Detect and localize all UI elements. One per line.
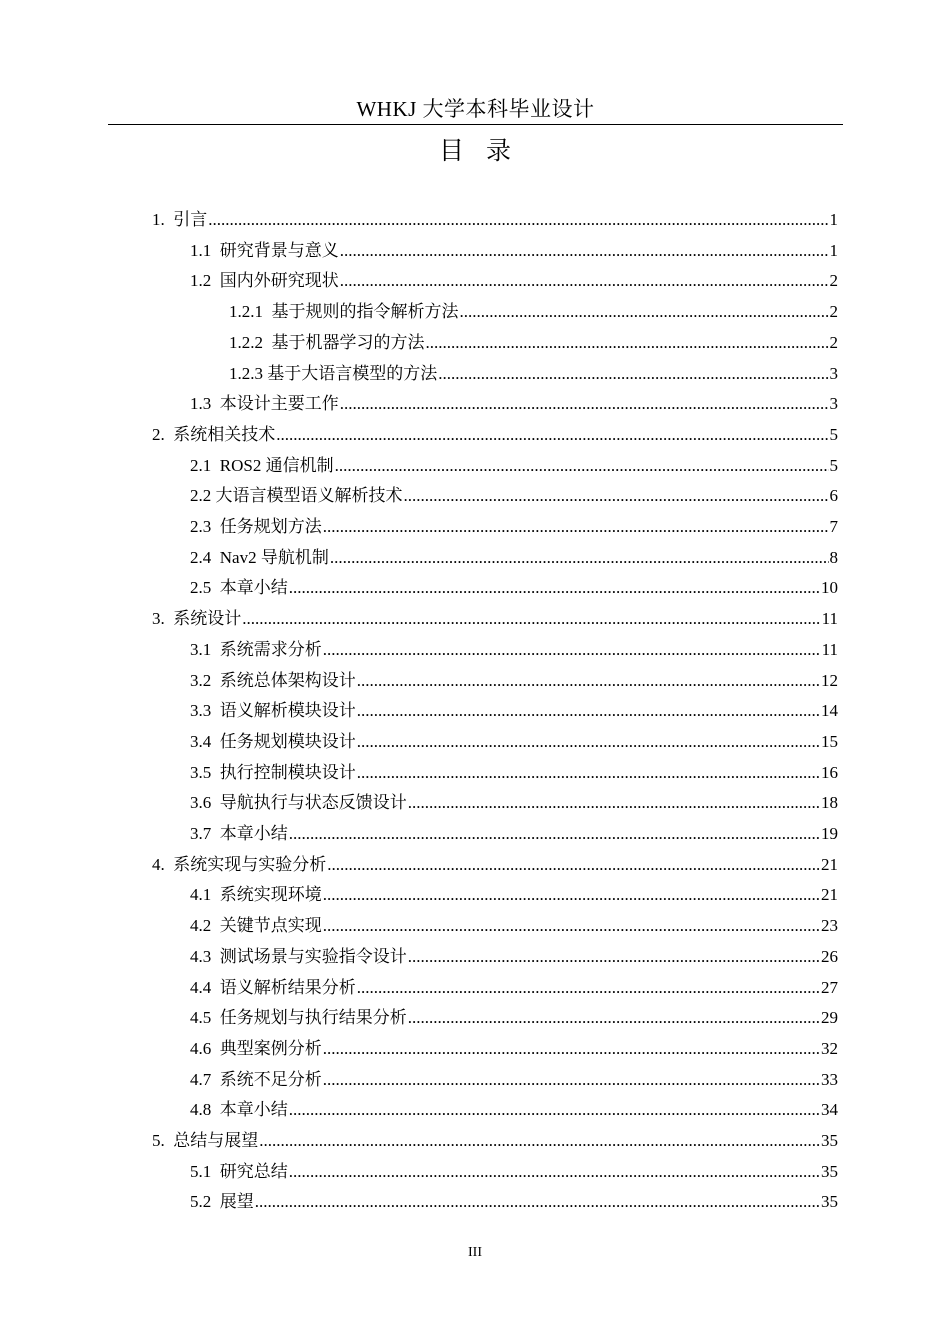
toc-leader-dots	[323, 515, 829, 539]
toc-entry-label: 基于规则的指令解析方法	[271, 302, 459, 322]
toc-entry-label: Nav2 导航机制	[219, 547, 329, 567]
toc-leader-dots	[357, 976, 820, 1000]
toc-leader-dots	[323, 914, 820, 938]
toc-entry-page: 15	[821, 731, 838, 751]
toc-entry-number: 4.	[152, 854, 174, 874]
toc-entry[interactable]	[190, 667, 838, 693]
toc-entry-number: 5.2	[190, 1192, 220, 1212]
toc-entry-page: 10	[821, 578, 838, 598]
toc-entry-label: 系统相关技术	[173, 424, 276, 444]
toc-entry-number: 1.2.2	[229, 332, 272, 352]
toc-entry-number: 4.7	[190, 1069, 220, 1089]
toc-leader-dots	[323, 1037, 820, 1061]
toc-leader-dots	[289, 1098, 820, 1122]
toc-leader-dots	[255, 1190, 820, 1214]
toc-entry-number: 3.5	[190, 762, 220, 782]
toc-entry-page: 34	[821, 1100, 838, 1120]
toc-entry-page: 8	[829, 547, 838, 567]
toc-leader-dots	[426, 331, 829, 355]
toc-entry-page: 23	[821, 916, 838, 936]
toc-leader-dots	[408, 1006, 820, 1030]
toc-entry-page: 21	[821, 885, 838, 905]
toc-entry-label: 基于机器学习的方法	[271, 332, 425, 352]
toc-entry[interactable]	[229, 329, 838, 355]
toc-entry[interactable]	[190, 912, 838, 938]
header-rule	[108, 124, 843, 125]
toc-entry-page: 3	[829, 394, 838, 414]
toc-entry[interactable]	[190, 636, 838, 662]
toc-entry-number: 3.3	[190, 701, 220, 721]
toc-entry-number: 4.3	[190, 946, 220, 966]
toc-entry-label: 任务规划与执行结果分析	[219, 1008, 407, 1028]
toc-entry-label: 本章小结	[219, 578, 288, 598]
toc-entry-page: 26	[821, 946, 838, 966]
toc-entry-page: 3	[829, 363, 838, 383]
toc-entry-page: 35	[821, 1161, 838, 1181]
toc-entry-label: 大语言模型语义解析技术	[215, 486, 403, 506]
toc-entry-page: 21	[821, 854, 838, 874]
toc-entry-page: 35	[821, 1192, 838, 1212]
toc-entry-label: 系统需求分析	[219, 639, 322, 659]
toc-leader-dots	[340, 392, 829, 416]
toc-leader-dots	[357, 669, 820, 693]
toc-entry[interactable]	[190, 574, 838, 600]
toc-entry-number: 4.8	[190, 1100, 220, 1120]
toc-leader-dots	[357, 730, 820, 754]
toc-leader-dots	[276, 423, 828, 447]
toc-entry[interactable]	[190, 1035, 838, 1061]
toc-leader-dots	[327, 853, 820, 877]
toc-entry[interactable]	[190, 544, 838, 570]
toc-leader-dots	[408, 791, 820, 815]
toc-leader-dots	[323, 638, 821, 662]
toc-entry-number: 5.	[152, 1131, 174, 1150]
toc-entry[interactable]	[190, 728, 838, 754]
toc-entry-number: 2.3	[190, 517, 220, 536]
toc-entry[interactable]	[190, 452, 838, 478]
toc-entry[interactable]	[190, 482, 838, 508]
toc-entry-number: 3.6	[190, 793, 220, 813]
toc-entry[interactable]	[190, 789, 838, 815]
toc-leader-dots	[460, 300, 829, 324]
toc-entry-label: 语义解析结果分析	[219, 977, 356, 997]
toc-entry-page: 6	[829, 486, 838, 506]
toc-entry-label: 本章小结	[219, 824, 288, 843]
toc-entry-page: 7	[829, 517, 838, 536]
toc-entry[interactable]	[190, 1066, 838, 1092]
toc-entry-number: 3.2	[190, 670, 220, 690]
toc-entry[interactable]	[190, 267, 838, 293]
toc-entry-label: 任务规划方法	[219, 517, 322, 536]
toc-entry[interactable]	[190, 820, 838, 846]
toc-entry[interactable]	[190, 1004, 838, 1030]
toc-entry-label: 关键节点实现	[219, 916, 322, 936]
toc-entry-page: 29	[821, 1008, 838, 1028]
toc-entry[interactable]	[229, 298, 838, 324]
toc-leader-dots	[259, 1129, 820, 1153]
toc-entry-page: 5	[829, 455, 838, 475]
toc-entry-label: 系统总体架构设计	[219, 670, 356, 690]
toc-entry-number: 2.2	[190, 486, 216, 506]
toc-entry-number: 2.	[152, 424, 174, 444]
toc-entry-label: 典型案例分析	[219, 1038, 322, 1058]
toc-entry[interactable]	[190, 974, 838, 1000]
toc-entry-number: 4.4	[190, 977, 220, 997]
toc-entry-page: 16	[821, 762, 838, 782]
toc-entry[interactable]	[190, 759, 838, 785]
toc-entry[interactable]	[190, 513, 838, 539]
toc-entry-label: 任务规划模块设计	[219, 731, 356, 751]
toc-entry[interactable]	[190, 1158, 838, 1184]
toc-entry-page: 2	[829, 332, 838, 352]
toc-leader-dots	[289, 822, 820, 846]
toc-leader-dots	[438, 362, 828, 386]
toc-entry[interactable]	[190, 943, 838, 969]
toc-entry-label: 系统不足分析	[219, 1069, 322, 1089]
toc-entry-page: 11	[821, 609, 838, 629]
toc-entry-page: 1	[829, 210, 838, 229]
toc-entry-number: 4.6	[190, 1038, 220, 1058]
toc-entry-label: 执行控制模块设计	[219, 762, 356, 782]
toc-entry-number: 1.2	[190, 271, 220, 291]
toc-entry-number: 1.3	[190, 394, 220, 414]
toc-leader-dots	[335, 454, 829, 478]
toc-leader-dots	[340, 239, 829, 263]
toc-entry-number: 4.2	[190, 916, 220, 936]
toc-entry-number: 3.7	[190, 824, 220, 843]
toc-entry-page: 5	[829, 424, 838, 444]
toc-entry[interactable]	[190, 697, 838, 723]
toc-entry-label: 系统设计	[173, 609, 242, 629]
toc-entry-number: 2.4	[190, 547, 220, 567]
toc-entry[interactable]	[152, 851, 838, 877]
toc-entry-number: 3.	[152, 609, 174, 629]
toc-entry-number: 5.1	[190, 1161, 220, 1181]
toc-entry-number: 3.4	[190, 731, 220, 751]
toc-entry-page: 1	[829, 240, 838, 260]
toc-entry-page: 18	[821, 793, 838, 813]
page-header: WHKJ 大学本科毕业设计	[356, 97, 595, 121]
toc-entry-label: 导航执行与状态反馈设计	[219, 793, 407, 813]
toc-entry-number: 3.1	[190, 639, 220, 659]
toc-entry[interactable]	[229, 360, 838, 386]
toc-leader-dots	[289, 576, 820, 600]
toc-entry-label: ROS2 通信机制	[219, 455, 334, 475]
toc-entry-page: 35	[821, 1131, 838, 1150]
toc-entry-label: 总结与展望	[173, 1131, 259, 1150]
toc-entry-number: 1.2.3	[229, 363, 268, 383]
toc-entry[interactable]	[152, 1127, 838, 1153]
toc-entry[interactable]	[152, 421, 838, 447]
toc-entry-number: 2.1	[190, 455, 220, 475]
toc-entry[interactable]	[190, 881, 838, 907]
toc-entry-label: 本章小结	[219, 1100, 288, 1120]
toc-title: 目录	[438, 138, 533, 165]
toc-entry-label: 语义解析模块设计	[219, 701, 356, 721]
toc-entry-label: 展望	[219, 1192, 254, 1212]
toc-leader-dots	[208, 208, 828, 232]
toc-entry[interactable]	[190, 1188, 838, 1214]
toc-entry-label: 系统实现环境	[219, 885, 322, 905]
toc-entry-page: 14	[821, 701, 838, 721]
toc-entry-label: 测试场景与实验指令设计	[219, 946, 407, 966]
toc-entry-page: 27	[821, 977, 838, 997]
toc-entry-label: 系统实现与实验分析	[173, 854, 327, 874]
toc-entry-number: 4.5	[190, 1008, 220, 1028]
toc-entry-page: 32	[821, 1038, 838, 1058]
toc-entry-number: 1.	[152, 210, 174, 229]
toc-leader-dots	[323, 1068, 820, 1092]
toc-leader-dots	[289, 1160, 820, 1184]
toc-entry[interactable]	[190, 1096, 838, 1122]
toc-leader-dots	[340, 269, 829, 293]
toc-entry-page: 2	[829, 271, 838, 291]
toc-entry-page: 2	[829, 302, 838, 322]
toc-leader-dots	[357, 699, 820, 723]
toc-leader-dots	[408, 945, 820, 969]
toc-entry-label: 国内外研究现状	[219, 271, 339, 291]
toc-entry-page: 12	[821, 670, 838, 690]
toc-entry-label: 研究总结	[219, 1161, 288, 1181]
toc-entry-label: 引言	[173, 210, 208, 229]
toc-leader-dots	[242, 607, 820, 631]
toc-leader-dots	[323, 883, 820, 907]
toc-leader-dots	[357, 761, 820, 785]
toc-entry-number: 2.5	[190, 578, 220, 598]
toc-entry-number: 1.2.1	[229, 302, 272, 322]
toc-entry[interactable]	[152, 605, 838, 631]
toc-entry-label: 研究背景与意义	[219, 240, 339, 260]
toc-entry-label: 本设计主要工作	[219, 394, 339, 414]
toc-entry-label: 基于大语言模型的方法	[267, 363, 438, 383]
page-number: III	[468, 1245, 482, 1260]
toc-leader-dots	[330, 546, 829, 570]
toc-entry[interactable]	[152, 206, 838, 232]
toc-entry-page: 19	[821, 824, 838, 843]
toc-entry-page: 11	[821, 639, 838, 659]
toc-entry-number: 4.1	[190, 885, 220, 905]
toc-entry[interactable]	[190, 237, 838, 263]
toc-entry-number: 1.1	[190, 240, 220, 260]
toc-leader-dots	[404, 484, 829, 508]
toc-entry[interactable]	[190, 390, 838, 416]
toc-entry-page: 33	[821, 1069, 838, 1089]
